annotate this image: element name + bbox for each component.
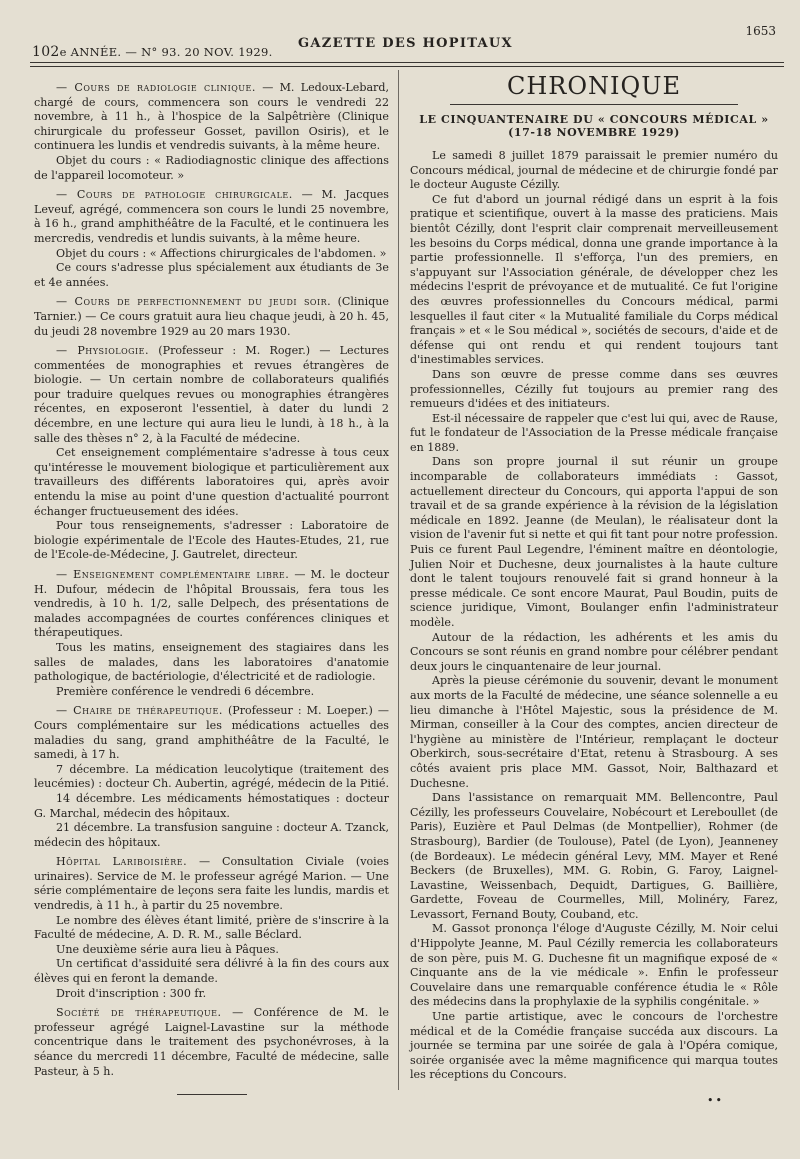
article-paragraph: Après la pieuse cérémonie du souvenir, devant le monument aux morts de la Faculté de médecine, une séance solennelle a eu lieu dimanche à l'Hôtel Majestic, sous la présidence de M. Mirman, conseiller à la Cour des comptes, ancien directeur de l'hygiène au ministère de l'Intérieur, remplaçant le docteur Oberkirch, sous-secrétaire d'Etat, retenu à Strasbourg. A ses côtés avaient pris place MM. Gassot, Noir, Balthazard et Duchesne. [410,674,778,790]
notice-paragraph [34,1006,389,1079]
notice-text: Un certificat d'assiduité sera délivré à la fin des cours aux élèves qui en feront la demande. [34,957,389,986]
notice-text: Ce cours s'adresse plus spécialement aux étudiants de 3e et 4e années. [34,261,389,289]
article-paragraph: Est-il nécessaire de rappeler que c'est lui qui, avec de Rause, fut le fondateur de l'Association de la Presse médicale française en 1889. [410,411,778,454]
notice-paragraph [34,568,389,641]
article-paragraph: Ce fut d'abord un journal rédigé dans un esprit à la fois pratique et scientifique, ouvert à la masse des praticiens. Mais bientôt Cézilly, dont l'esprit clair comprenait merveilleusement les besoins du Corps médical, donna une grande importance à la partie professionnelle. Il s'efforça, l'un des premiers, en s'appuyant sur l'Association générale, de développer chez les médecins l'esprit de prévoyance et de mutualité. Ce fut l'origine des œuvres professionnelles du Concours médical, parmi lesquelles il faut citer « la Mutualité familiale du Corps médical français » et « le Sou médical », sociétés de secours, d'aide et de défense qui ont rendu et qui rendent toujours tant d'inestimables services. [410,192,778,367]
notice-paragraph [34,154,389,183]
notice-heading: Société de thérapeutique. [56,1006,222,1020]
notice-paragraph [34,685,389,700]
journal-title: GAZETTE DES HOPITAUX [298,36,513,51]
notice-paragraph [34,261,389,290]
notice-text: (Clinique Tarnier.) — Ce cours gratuit aura lieu chaque jeudi, à 20 h. 45, du jeudi 28 novembre 1929 au 20 mars 1930. [34,295,389,338]
page-number: 1653 [745,24,776,38]
notice-heading: — Cours de perfectionnement du jeudi soir. [56,295,332,309]
article-subtitle [410,113,778,139]
notice-text: (Professeur : M. Loeper.) — Cours complémentaire sur les médications actuelles des maladies du sang, grand amphithéâtre de la Faculté, le samedi, à 17 h. [34,704,389,762]
notice-paragraph [34,914,389,943]
notice-text: Cet enseignement complémentaire s'adresse à tous ceux qu'intéresse le mouvement biologique et particulièrement aux travailleurs des différents laboratoires qui, après avoir entendu la mise au point d'une question d'actualité pourront échanger fructueusement des idées. [34,446,389,518]
notice-paragraph [34,821,389,850]
notice-paragraph [34,987,389,1002]
notice-heading: Hôpital Lariboisière. [56,855,188,869]
issue-info [32,44,273,60]
notice-text: 7 décembre. La médication leucolytique (traitement des leucémies) : docteur Ch. Aubertin, agrégé, médecin de la Pitié. [34,762,389,791]
notice-paragraph [34,763,389,792]
notice-text: Le nombre des élèves étant limité, prière de s'inscrire à la Faculté de médecine, A. D. R. M., salle Béclard. [34,913,389,942]
notice-heading: — Cours de radiologie clinique. [56,81,256,94]
notice-paragraph [34,247,389,262]
notice-heading: — Physiologie. [56,344,150,358]
notice-text: Objet du cours : « Radiodiagnostic clinique des affections de l'appareil locomoteur. » [34,153,389,182]
notice-text: — M. Jacques Leveuf, agrégé, commencera son cours le lundi 25 novembre, à 16 h., grand amphithéâtre de la Faculté, et le continuera les mercredis, vendredis et lundis suivants, à la même heure. [34,188,389,245]
article-paragraph: M. Gassot prononça l'éloge d'Auguste Cézilly, M. Noir celui d'Hippolyte Jeanne, M. Paul Cézilly remercia les collaborateurs de son père, puis M. G. Duchesne fit un magnifique exposé de « Cinquante ans de la vie médicale ». Enfin le professeur Couvelaire dans une remarquable conférence étudia le « Rôle des médecins dans la prophylaxie de la syphilis congénitale. » [410,922,778,1009]
notice-paragraph [34,519,389,563]
article-paragraph: Dans son propre journal il sut réunir un groupe incomparable de collaborateurs immédiats : Gassot, actuellement directeur du Concours, qui apporta l'appui de son travail et de sa grande expérience à la révision de la législation médicale en 1892. Jeanne (de Meulan), le réalisateur dont la vision de l'avenir fut si nette et qui fit tant pour notre profession. Puis ce furent Paul Legendre, l'éminent maître en déontologie, Julien Noir et Duchesne, deux journalistes à la haute culture dont le talent toujours renouvelé fait si grand honneur à la presse médicale. Ce sont encore Maurat, Paul Boudin, puits de science juridique, Vimont, Boulanger enfin l'administrateur modèle. [410,455,778,629]
article-paragraph: Dans son œuvre de presse comme dans ses œuvres professionnelles, Cézilly fut toujours au premier rang des remueurs d'idées et des initiateurs. [410,367,778,411]
article-subtitle-dates: (17-18 NOVEMBRE 1929) [508,126,680,139]
notice-heading: — Enseignement complémentaire libre. [56,568,290,581]
notice-text: (Professeur : M. Roger.) — Lectures commentées de monographies et revues étrangères de biologie. — Un certain nombre de collaborateurs qualifiés pour traduire quelques revues ou monographies étrangères récentes, en exposeront l'essentiel, à dater du lundi 2 décembre, en une lecture qui aura lieu le lundi, à 18 h., à la salle des thèses n° 2, à la Faculté de médecine. [34,344,389,445]
notice-paragraph [34,855,389,913]
notice-paragraph [34,295,389,339]
notice-text: — Conférence de M. le professeur agrégé Laignel-Lavastine sur la méthode concentrique dans le traitement des psychonévroses, à la séance du mercredi 11 décembre, Faculté de médecine, salle Pasteur, à 5 h. [34,1006,389,1078]
article-body [410,149,778,1083]
notice-paragraph [34,957,389,986]
header-rule [30,62,784,63]
left-column-notices [34,76,389,1102]
article-paragraph: Autour de la rédaction, les adhérents et les amis du Concours se sont réunis en grand nombre pour célébrer pendant deux jours le cinquantenaire de leur journal. [410,630,778,673]
chronique-rule [450,104,738,105]
notice-text: Tous les matins, enseignement des stagiaires dans les salles de malades, dans les laboratoires d'anatomie pathologique, de bactériologie, d'électricité et de radiologie. [34,640,389,684]
end-mark: •• [707,1094,724,1107]
article-subtitle-main: LE CINQUANTENAIRE DU « CONCOURS MÉDICAL » [419,113,769,126]
notice-text: 21 décembre. La transfusion sanguine : docteur A. Tzanck, médecin des hôpitaux. [34,821,389,849]
notice-text: — M. Ledoux-Lebard, chargé de cours, commencera son cours le vendredi 22 novembre, à 11 h., à l'hospice de la Salpêtrière (Clinique chirurgicale du professeur Gosset, pavillon Osiris), et le continuera les lundis et vendredis suivants, à la même heure. [34,81,389,153]
notice-paragraph [34,704,389,762]
notice-paragraph [34,792,389,821]
notice-heading: — Cours de pathologie chirurgicale. [56,188,293,202]
chronique-title: CHRONIQUE [507,72,681,100]
article-paragraph: Une partie artistique, avec le concours de l'orchestre médical et de la Comédie française succéda aux discours. La journée se termina par une soirée de gala à l'Opéra comique, soirée organisée avec la même magnificence qui marqua toutes les réceptions du Concours. [410,1010,778,1082]
notice-text: Première conférence le vendredi 6 décembre. [56,684,315,698]
notice-text: Objet du cours : « Affections chirurgicales de l'abdomen. » [56,246,387,260]
notice-text: — Consultation Civiale (voies urinaires). Service de M. le professeur agrégé Marion. — Une série complémentaire de leçons sera faite les lundis, mardis et vendredis, à 11 h., à partir du 25 novembre. [34,855,389,913]
notice-heading: — Chaire de thérapeutique. [56,704,223,718]
column-divider [398,70,399,1090]
issue-number-date: — N° 93. 20 NOV. 1929. [125,45,273,59]
edition-year: 102 [32,44,60,60]
article-paragraph: Dans l'assistance on remarquait MM. Bellencontre, Paul Cézilly, les professeurs Couvelaire, Nobécourt et Lereboullet (de Paris), Euzière et Paul Delmas (de Montpellier), Rohmer (de Strasbourg), Bardier (de Toulouse), Patel (de Lyon), Jeanneney (de Bordeaux). Le médecin général Levy, MM. Mayer et René Beckers (de Bruxelles), MM. G. Robin, G. Faroy, Laignel-Lavastine, Weissenbach, Dequidt, Dartigues, G. Baillière, Gardette, Foveau de Courmelles, Mill, Molinéry, Farez, Levassort, Fernand Bouty, Couband, etc. [410,791,778,921]
notice-paragraph [34,188,389,246]
article-paragraph: Le samedi 8 juillet 1879 paraissait le premier numéro du Concours médical, journal de médecine et de chirurgie fondé par le docteur Auguste Cézilly. [410,149,778,192]
notice-text: Une deuxième série aura lieu à Pâques. [56,942,279,956]
notice-paragraph [34,81,389,154]
notice-paragraph [34,446,389,519]
column-end-ornament [34,1087,389,1102]
header-rule-thin [30,66,784,67]
notice-paragraph [34,943,389,958]
notice-text: Pour tous renseignements, s'adresser : Laboratoire de biologie expérimentale de l'Ecole des Hautes-Etudes, 21, rue de l'Ecole-de-Médecine, J. Gautrelet, directeur. [34,519,389,562]
edition-suffix: e ANNÉE. [59,45,122,59]
notice-paragraph [34,344,389,446]
notice-paragraph [34,641,389,685]
notice-text: — M. le docteur H. Dufour, médecin de l'hôpital Broussais, fera tous les vendredis, à 10 h. 1/2, salle Delpech, des présentations de malades accompagnées de courtes conférences cliniques et thérapeutiques. [34,568,389,640]
notice-text: 14 décembre. Les médicaments hémostatiques : docteur G. Marchal, médecin des hôpitaux. [34,791,389,820]
right-column-chronique [410,68,778,1083]
notice-text: Droit d'inscription : 300 fr. [56,986,207,1000]
